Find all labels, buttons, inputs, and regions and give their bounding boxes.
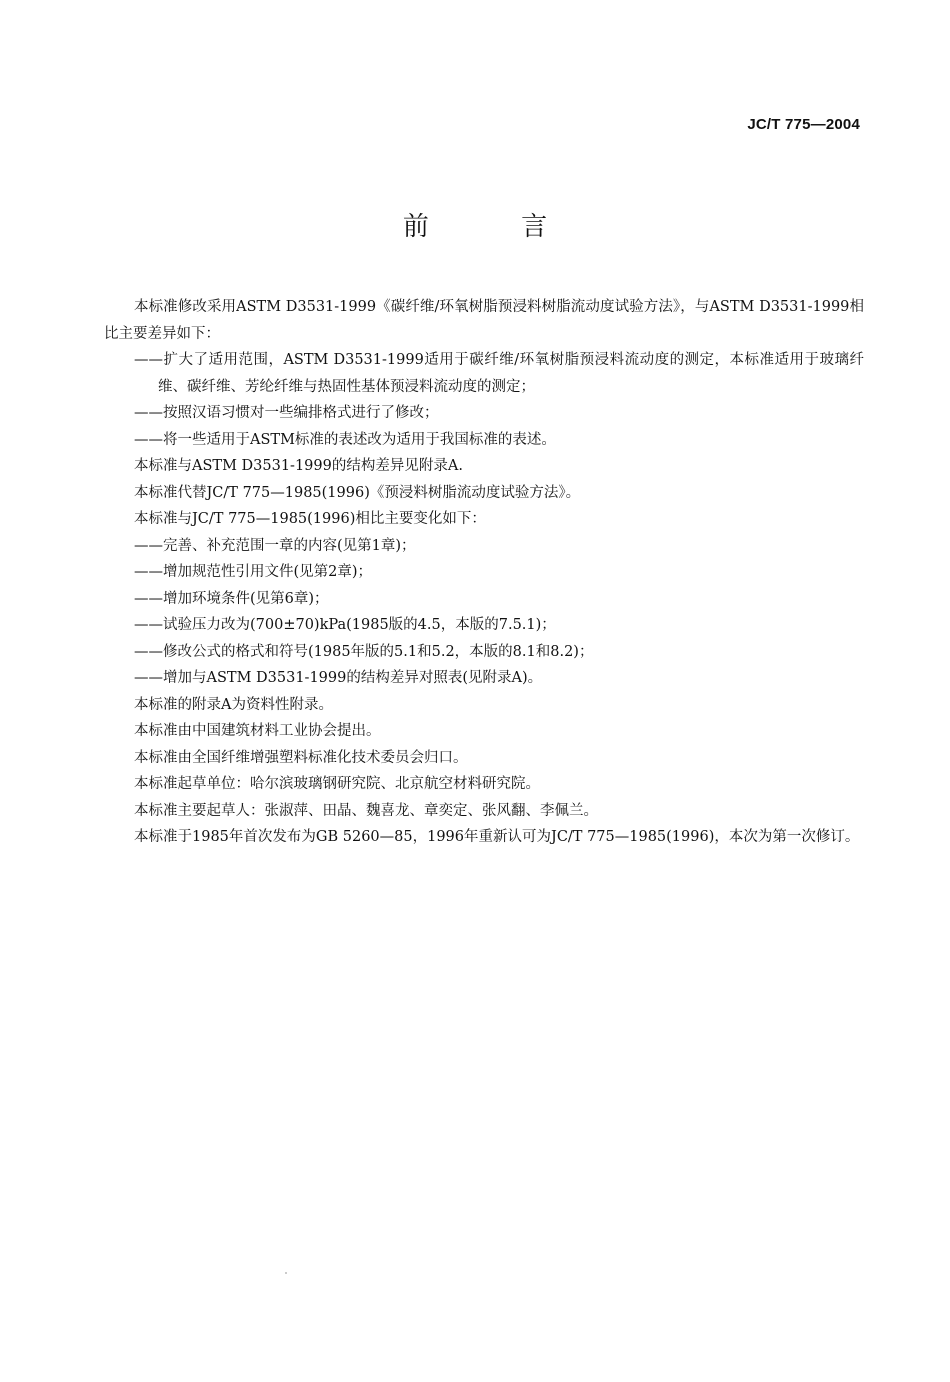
foreword-list-item: ——修改公式的格式和符号(1985年版的5.1和5.2，本版的8.1和8.2)； — [134, 643, 594, 660]
foreword-list-item: ——增加环境条件(见第6章)； — [134, 590, 329, 607]
page-title: 前 言 — [402, 212, 590, 242]
foreword-list-item: ——试验压力改为(700±70)kPa(1985版的4.5，本版的7.5.1)； — [134, 617, 556, 633]
foreword-list-item: ——增加规范性引用文件(见第2章)； — [134, 564, 373, 580]
foreword-paragraph: 本标准起草单位：哈尔滨玻璃钢研究院、北京航空材料研究院。 — [134, 776, 540, 792]
foreword-body — [104, 294, 864, 851]
foreword-paragraph: 本标准于1985年首次发布为GB 5260—85，1996年重新认可为JC/T 775—1985(1996)，本次为第一次修订。 — [134, 829, 860, 845]
foreword-list-item: ——扩大了适用范围，ASTM D3531-1999适用于碳纤维/环氧树脂预浸料流动度的测定，本标准适用于玻璃纤维、碳纤维、芳纶纤维与热固性基体预浸料流动度的测定； — [134, 352, 864, 395]
foreword-paragraph: 本标准与ASTM D3531-1999的结构差异见附录A. — [134, 458, 463, 474]
foreword-paragraph: 本标准与JC/T 775—1985(1996)相比主要变化如下： — [134, 511, 486, 527]
document-code: JC/T 775—2004 — [747, 116, 860, 133]
foreword-paragraph: 本标准修改采用ASTM D3531-1999《碳纤维/环氧树脂预浸料树脂流动度试验方法》，与ASTM D3531-1999相比主要差异如下： — [104, 299, 864, 342]
scan-speck — [285, 1272, 287, 1274]
foreword-list-item: ——将一些适用于ASTM标准的表述改为适用于我国标准的表述。 — [134, 431, 556, 448]
foreword-paragraph: 本标准的附录A为资料性附录。 — [134, 696, 333, 713]
foreword-paragraph: 本标准由全国纤维增强塑料标准化技术委员会归口。 — [134, 749, 468, 766]
foreword-paragraph: 本标准主要起草人：张淑萍、田晶、魏喜龙、章奕定、张风翻、李佩兰。 — [134, 802, 598, 819]
foreword-list-item: ——完善、补充范围一章的内容(见第1章)； — [134, 537, 416, 554]
foreword-paragraph: 本标准由中国建筑材料工业协会提出。 — [134, 723, 381, 739]
foreword-list-item: ——按照汉语习惯对一些编排格式进行了修改； — [134, 405, 439, 421]
foreword-paragraph: 本标准代替JC/T 775—1985(1996)《预浸料树脂流动度试验方法》。 — [134, 484, 581, 501]
foreword-list-item: ——增加与ASTM D3531-1999的结构差异对照表(见附录A)。 — [134, 670, 543, 686]
